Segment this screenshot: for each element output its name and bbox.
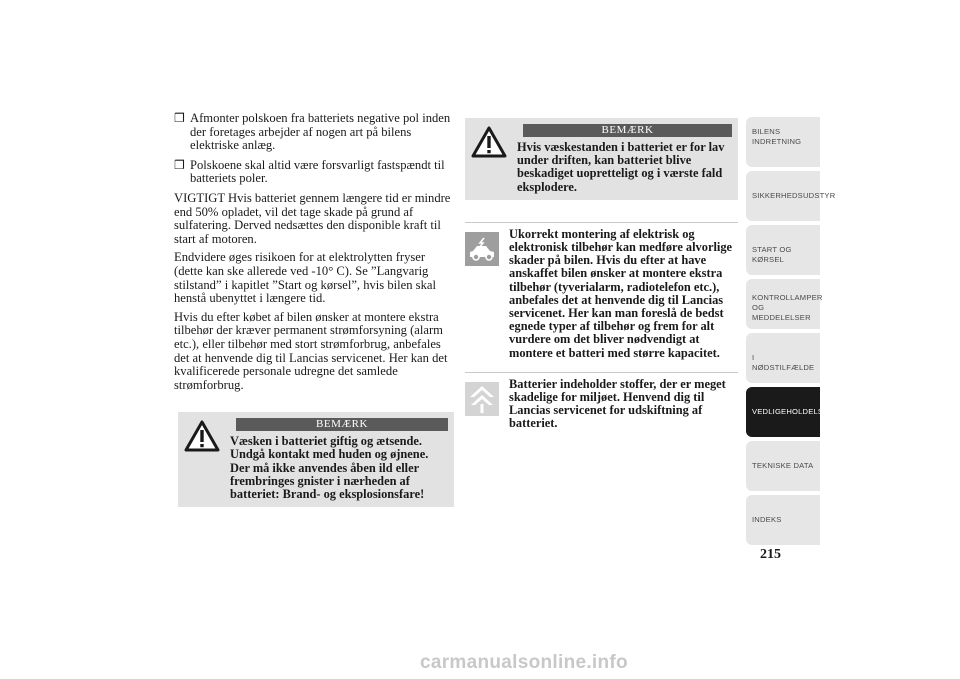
tab-i-nodstilfaelde[interactable] — [746, 333, 820, 383]
tab-tekniske-data[interactable] — [746, 441, 820, 491]
note-text: Væsken i batteriet giftig og ætsende. Undgå kontakt med huden og øjnene. Der må ikke anvendes åben ild eller frembringes gnister i nærheden af batteriet: Brand- og eksplosionsfare! — [230, 434, 429, 502]
tab-label-line2: OG MEDDELELSER — [752, 303, 811, 322]
note-heading: BEMÆRK — [523, 124, 732, 137]
right-column — [465, 118, 738, 431]
tab-label: BILENS — [752, 127, 781, 136]
environment-icon — [465, 382, 499, 416]
list-item — [174, 112, 456, 153]
paragraph-important: VIGTIGT Hvis batteriet gennem længere tid er mindre end 50% opladet, vil det tage skade på grund af sulfatering. Derved nedsættes den disponible kraft til start af motoren. — [174, 190, 451, 246]
tab-label: VEDLIGEHOLDELSE — [752, 407, 829, 416]
car-damage-icon — [465, 232, 499, 266]
bullet-box-icon: ❒ — [174, 111, 185, 125]
car-damage-info — [465, 228, 738, 360]
tab-kontrollamper[interactable] — [746, 279, 823, 329]
watermark: carmanualsonline.info — [420, 652, 628, 673]
tab-start-og-korsel[interactable] — [746, 225, 820, 275]
tab-label: SIKKERHEDSUDSTYR — [752, 191, 836, 200]
tab-bilens-indretning[interactable] — [746, 117, 820, 167]
divider — [465, 222, 738, 223]
info-text: Ukorrekt montering af elektrisk og elektronisk tilbehør kan medføre alvorlige skader på bilen. Hvis du efter at have anskaffet bilen ønsker at montere ekstra tilbehør (tyverialarm, radiotelefon etc.), anbefales det at henvende dig til Lancias servicenet. Her kan man foreslå de bedst egnede typer af tilbehør og frem for alt vurdere om det bliver nødvendigt at montere et batteri med større kapacitet. — [509, 226, 733, 360]
tab-label: INDEKS — [752, 515, 782, 524]
paragraph-accessories: Hvis du efter købet af bilen ønsker at montere ekstra tilbehør der kræver permanent strømforsyning (alarm etc.), eller tilbehør med stort strømforbrug, anbefales det at henvende dig til Lancias servicenet. Her kan det kvalificerede personale udregne det samlede strømforbrug. — [174, 309, 448, 392]
note-heading: BEMÆRK — [236, 418, 448, 431]
info-text: Batterier indeholder stoffer, der er meget skadelige for miljøet. Henvend dig til Lancias servicenet for udskiftning af batteriet. — [509, 376, 726, 431]
tab-label-line2: INDRETNING — [752, 137, 802, 146]
bullet-box-icon: ❒ — [174, 157, 185, 172]
bullet-text: Polskoene skal altid være forsvarligt fastspændt til batteriets poler. — [190, 157, 445, 186]
note-text: Hvis væskestanden i batteriet er for lav under driften, kan batteriet blive beskadiget uopretteligt og i værste fald eksplodere. — [517, 140, 725, 194]
warning-triangle-icon — [184, 420, 220, 452]
tab-vedligeholdelse[interactable] — [746, 387, 829, 437]
tab-label: START OG KØRSEL — [752, 245, 792, 264]
paragraph-freeze: Endvidere øges risikoen for at elektrolytten fryser (dette kan ske allerede ved -10° C). Se ”Langvarig stilstand” i kapitlet ”Start og kørsel”, hvis bilen skal henstå ubenyttet i længere tid. — [174, 250, 436, 306]
left-column — [174, 112, 456, 507]
page-number: 215 — [760, 547, 781, 562]
list-item — [174, 159, 456, 186]
divider — [465, 372, 738, 373]
tab-indeks[interactable] — [746, 495, 820, 545]
tab-sikkerhedsudstyr[interactable] — [746, 171, 836, 221]
chapter-tabs — [746, 117, 836, 549]
warning-note — [178, 412, 454, 507]
environment-info — [465, 378, 738, 431]
tab-label: I NØDSTILFÆLDE — [752, 353, 815, 372]
warning-note — [465, 118, 738, 200]
tab-label: KONTROLLAMPER — [752, 293, 823, 302]
tab-label: TEKNISKE DATA — [752, 461, 814, 470]
warning-triangle-icon — [471, 126, 507, 158]
bullet-text: Afmonter polskoen fra batteriets negative pol inden der foretages arbejder af nogen art på bilens elektriske anlæg. — [190, 111, 451, 153]
